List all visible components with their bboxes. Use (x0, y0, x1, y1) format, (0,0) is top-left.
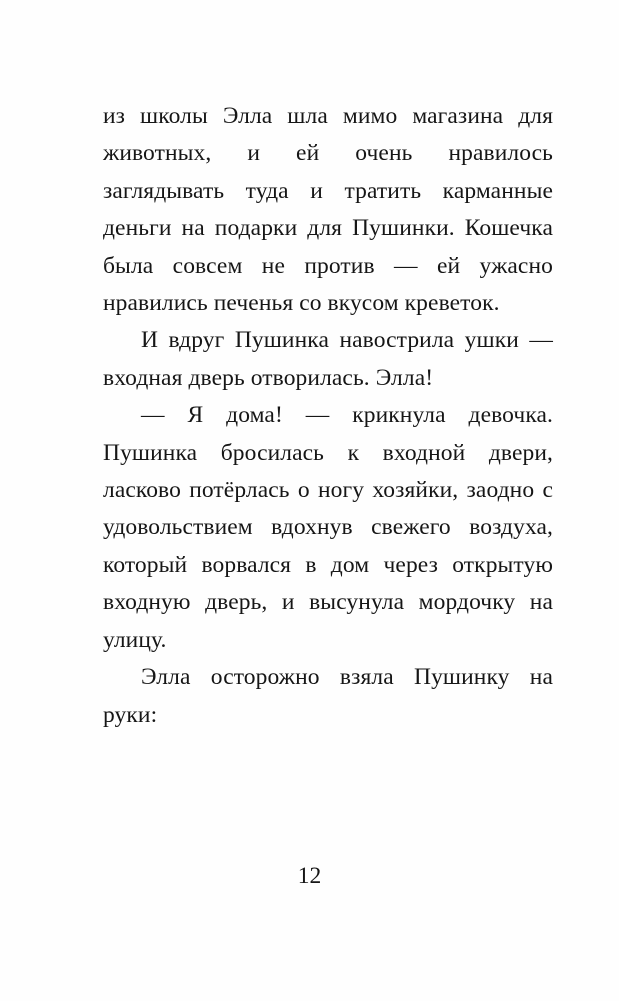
paragraph: Элла осторожно взяла Пушинку на руки: (103, 664, 553, 728)
page-text-block (103, 98, 553, 734)
paragraph: — Я дома! — крикнула девочка. Пушинка бросилась к входной двери, ласково потёрлась о ногу хозяйки, заодно с удовольствием вдохнув свежего воздуха, который ворвался в дом через открытую входную дверь, и высунула мордочку на улицу. (103, 402, 553, 653)
page-number: 12 (297, 863, 322, 889)
paragraph: И вдруг Пушинка навострила ушки — входная дверь отворилась. Элла! (103, 327, 553, 391)
paragraph: из школы Элла шла мимо магазина для животных, и ей очень нравилось заглядывать туда и тратить карманные деньги на подарки для Пушинки. Кошечка была совсем не против — ей ужасно нравились печенья со вкусом креветок. (103, 103, 553, 317)
